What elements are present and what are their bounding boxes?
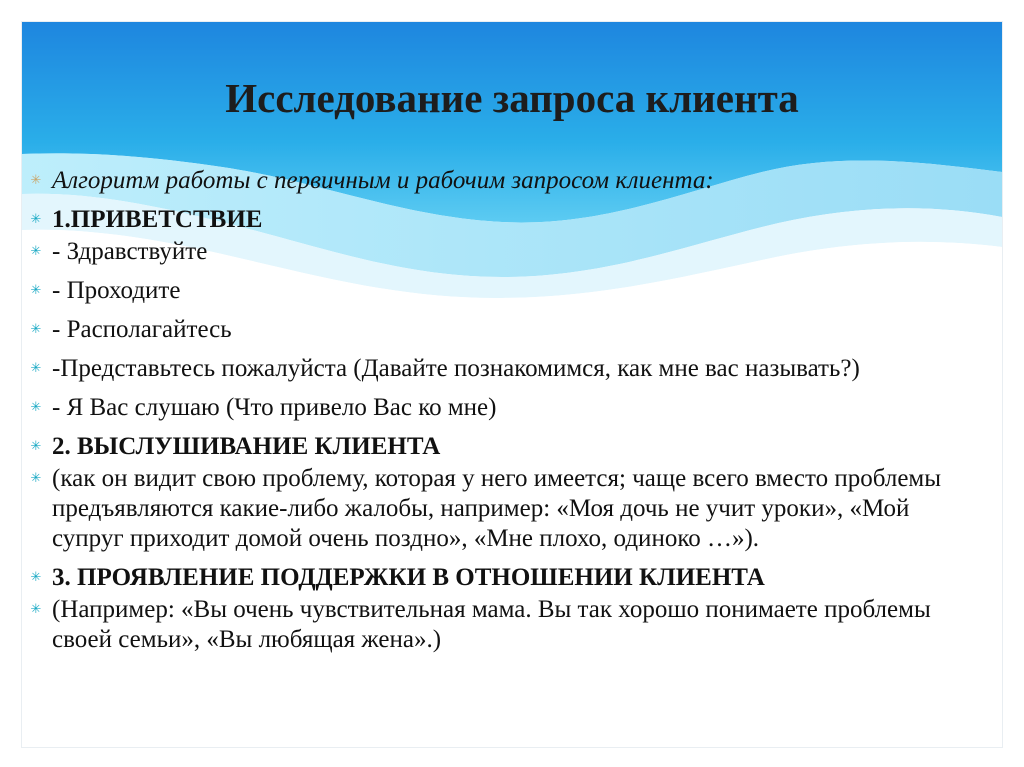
asterisk-bullet-icon: ✳	[30, 361, 42, 376]
list-item-heading-support	[22, 563, 1002, 593]
asterisk-bullet-icon: ✳	[30, 283, 42, 298]
list-item-text: - Проходите	[52, 277, 181, 304]
asterisk-bullet-icon: ✳	[30, 602, 42, 617]
list-item-text: 1.ПРИВЕТСТВИЕ	[52, 206, 263, 233]
list-item-text: - Я Вас слушаю (Что привело Вас ко мне)	[52, 394, 497, 421]
list-item	[22, 464, 1002, 554]
list-item-text: (Например: «Вы очень чувствительная мама. Вы так хорошо понимаете проблемы своей семьи», «Вы любящая жена».)	[52, 596, 931, 653]
asterisk-bullet-icon: ✳	[30, 400, 42, 415]
list-item-heading-greeting	[22, 205, 1002, 235]
list-item	[22, 354, 1002, 384]
list-item-text: -Представьтесь пожалуйста (Давайте познакомимся, как мне вас называть?)	[52, 355, 860, 382]
asterisk-bullet-icon: ✳	[30, 212, 42, 227]
list-item-text: - Здравствуйте	[52, 238, 208, 265]
list-item-text: 3. ПРОЯВЛЕНИЕ ПОДДЕРЖКИ В ОТНОШЕНИИ КЛИЕНТА	[52, 564, 765, 591]
asterisk-bullet-icon: ✳	[30, 322, 42, 337]
slide	[22, 22, 1002, 747]
list-item	[22, 237, 1002, 267]
list-item-text: Алгоритм работы с первичным и рабочим запросом клиента:	[52, 167, 714, 194]
list-item-intro	[22, 166, 1002, 196]
bullet-list	[22, 166, 1002, 664]
list-item	[22, 595, 1002, 655]
asterisk-bullet-icon: ✳	[30, 244, 42, 259]
asterisk-bullet-icon: ✳	[30, 471, 42, 486]
list-item	[22, 393, 1002, 423]
list-item	[22, 315, 1002, 345]
list-item-text: (как он видит свою проблему, которая у него имеется; чаще всего вместо проблемы предъявляются какие-либо жалобы, например: «Моя дочь не учит уроки», «Мой супруг приходит домой очень поздно», «Мне плохо, одиноко …»).	[52, 465, 942, 552]
list-item-heading-listening	[22, 432, 1002, 462]
asterisk-bullet-icon: ✳	[30, 173, 42, 188]
asterisk-bullet-icon: ✳	[30, 439, 42, 454]
list-item-text: - Располагайтесь	[52, 316, 232, 343]
list-item-text: 2. ВЫСЛУШИВАНИЕ КЛИЕНТА	[52, 433, 441, 460]
slide-title: Исследование запроса клиента	[225, 75, 799, 121]
asterisk-bullet-icon: ✳	[30, 570, 42, 585]
list-item	[22, 276, 1002, 306]
